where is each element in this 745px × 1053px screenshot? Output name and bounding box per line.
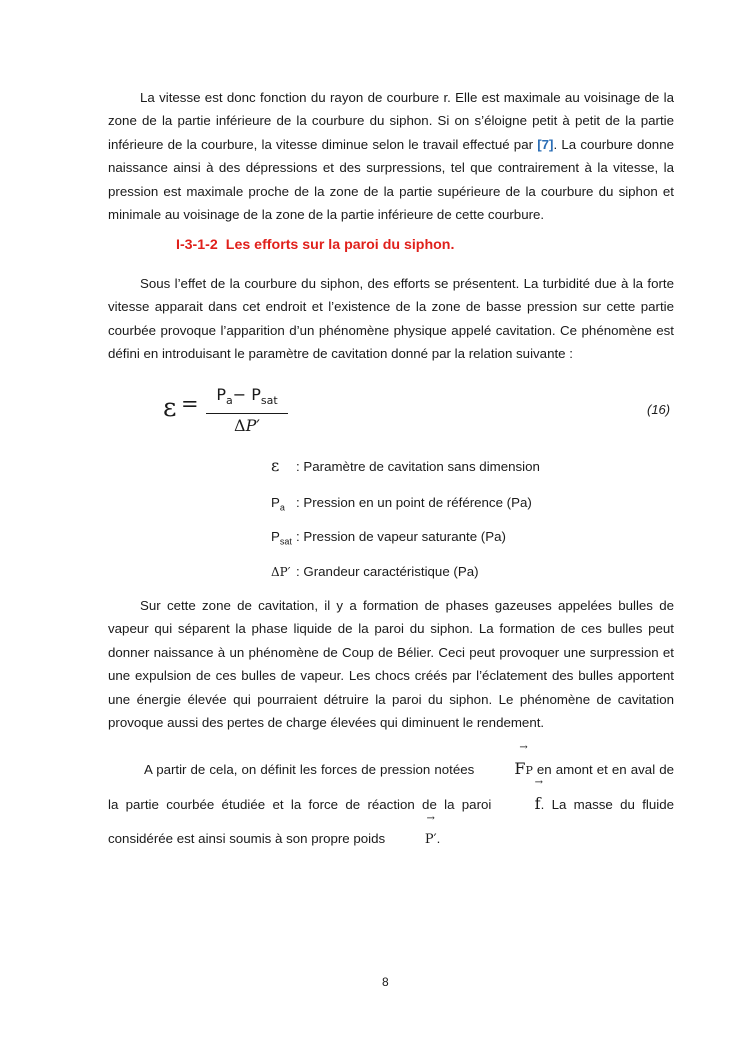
equation-numerator: $P_a- P_{sat}$ — [216, 385, 278, 408]
paragraph-velocity-text-b: . La courbure donne naissance ainsi à des dépressions et des surpressions, tel que contrairement à la vitesse, la pression est maximale proche de la zone de la partie supérieure de la courbure du siphon et minimale au voisinage de la zone de la partie inférieure de cette courbure. — [108, 136, 674, 223]
fraction-bar — [206, 413, 288, 414]
definition-psat: $P_{sat}$ : Pression de vapeur saturante (Pa) — [271, 529, 506, 547]
definition-delta-p: ΔP′ : Grandeur caractéristique (Pa) — [271, 564, 479, 579]
section-title: Les efforts sur la paroi du siphon. — [225, 237, 455, 253]
paragraph-cavitation-bubbles: Sur cette zone de cavitation, il y a formation de phases gazeuses appelées bulles de vapeur qui séparent la phase liquide de la paroi du siphon. La formation de ces bulles peut donner naissance à un phénomène de Coup de Bélier. Ceci peut provoquer une surpression et une expulsion de ces bulles de vapeur. Les chocs créés par l’éclatement des bulles apportent une énergie élevée qui pourraient détruire la paroi du siphon. Le phénomène de cavitation provoque aussi des pertes de charge élevées qui diminuent le rendement. — [108, 598, 674, 731]
equation-denominator: ΔP′ — [234, 416, 260, 436]
vector-f: → f — [499, 787, 541, 822]
vector-arrow-icon: → — [426, 813, 435, 824]
equation-fraction — [206, 384, 288, 436]
page-number: 8 — [382, 975, 389, 989]
paragraph-cavitation-intro: Sous l’effet de la courbure du siphon, des efforts se présentent. La turbidité due à la forte vitesse apparait dans cet endroit et l’existence de la zone de basse pression sur cette partie courbée provoque l’apparition d’un phénomène physique appelé cavitation. Ce phénomène est défini en introduisant le paramètre de cavitation donné par la relation suivante : — [108, 276, 674, 362]
equation-equals: = — [181, 392, 199, 416]
paragraph-velocity-text-a: La vitesse est donc fonction du rayon de courbure r. Elle est maximale au voisinage de la zone de la partie inférieure de la courbure du siphon. Si on s’éloigne petit à petit de la partie inférieure de la courbure, la vitesse diminue selon le travail effectué par — [108, 90, 674, 152]
definition-pa: $P_a$ : Pression en un point de référence (Pa) — [271, 495, 532, 513]
equation-lhs: ε — [163, 393, 177, 423]
paragraph-velocity — [108, 86, 674, 226]
vector-p-prime: → P′ — [389, 823, 437, 856]
vector-fp: → FP — [478, 752, 533, 787]
vector-arrow-icon: → — [519, 742, 528, 753]
vector-arrow-icon: → — [534, 777, 544, 788]
equation-number: (16) — [647, 402, 671, 417]
paragraph-forces: A partir de cela, on définit les forces de pression notées → FP en amont et en aval de la partie courbée étudiée et la force de réaction de la paroi → f. La masse du fluide considérée est ainsi soumis à son propre poids → P′. — [108, 752, 674, 856]
citation-link[interactable]: [7] — [537, 136, 554, 152]
section-number: I-3-1-2 — [176, 237, 218, 253]
section-heading — [176, 237, 454, 253]
definition-epsilon: ε : Paramètre de cavitation sans dimension — [271, 456, 540, 475]
